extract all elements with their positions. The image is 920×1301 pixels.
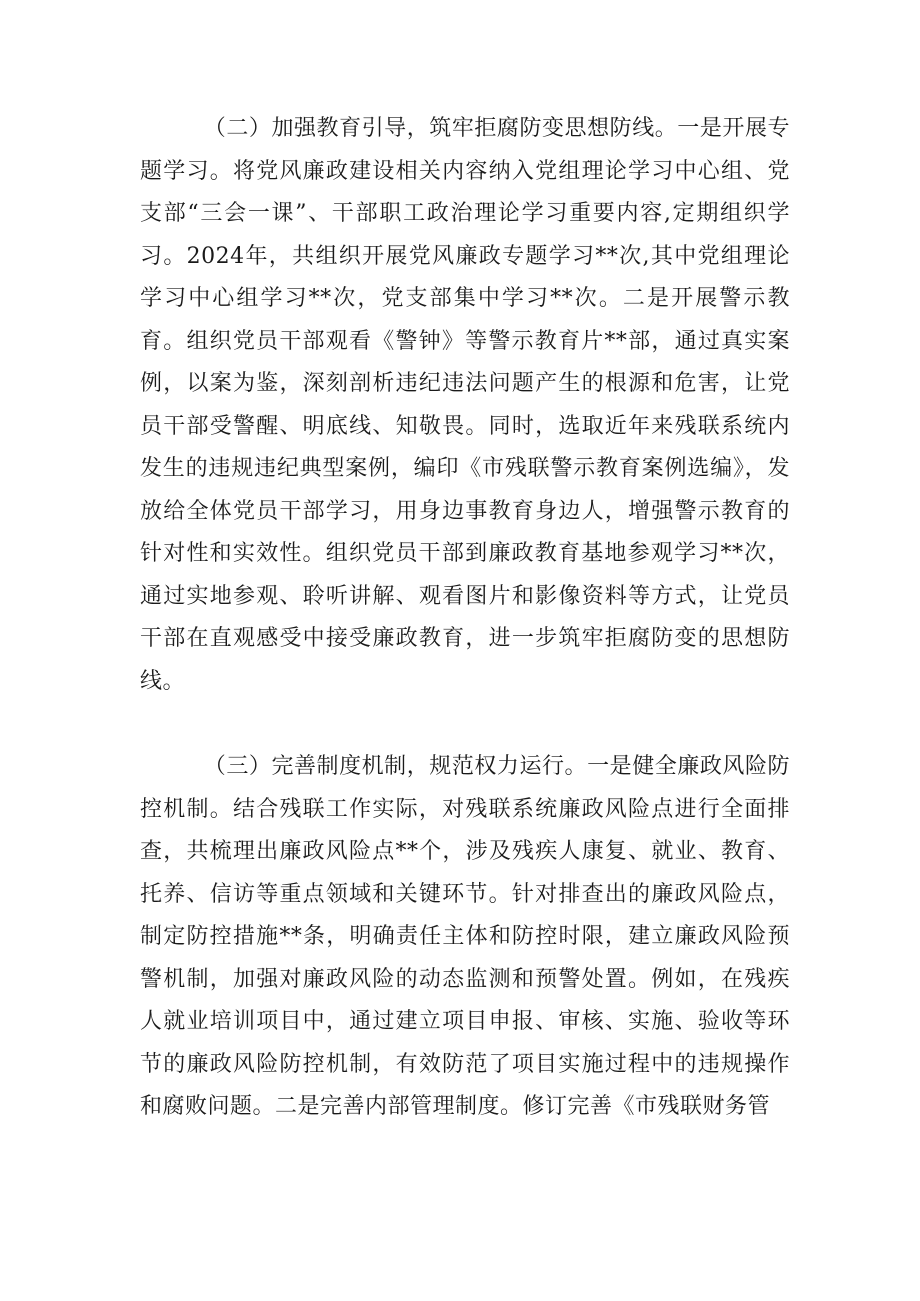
paragraph-education-guidance: （二）加强教育引导，筑牢拒腐防变思想防线。一是开展专题学习。将党风廉政建设相关内容纳入党组理论学习中心组、党支部“三会一课”、干部职工政治理论学习重要内容,定期组织学习。2024年，共组织开展党风廉政专题学习**次,其中党组理论学习中心组学习**次，党支部集中学习**次。二是开展警示教育。组织党员干部观看《警钟》等警示教育片**部，通过真实案例，以案为鉴，深刻剖析违纪违法问题产生的根源和危害，让党员干部受警醒、明底线、知敬畏。同时，选取近年来残联系统内发生的违规违纪典型案例，编印《市残联警示教育案例选编》，发放给全体党员干部学习，用身边事教育身边人，增强警示教育的针对性和实效性。组织党员干部到廉政教育基地参观学习**次，通过实地参观、聆听讲解、观看图片和影像资料等方式，让党员干部在直观感受中接受廉政教育，进一步筑牢拒腐防变的思想防线。: [140, 116, 790, 694]
paragraph-institutional-mechanism: （三）完善制度机制，规范权力运行。一是健全廉政风险防控机制。结合残联工作实际，对残联系统廉政风险点进行全面排查，共梳理出廉政风险点**个，涉及残疾人康复、就业、教育、托养、信访等重点领域和关键环节。针对排查出的廉政风险点，制定防控措施**条，明确责任主体和防控时限，建立廉政风险预警机制，加强对廉政风险的动态监测和预警处置。例如，在残疾人就业培训项目中，通过建立项目申报、审核、实施、验收等环节的廉政风险防控机制，有效防范了项目实施过程中的违规操作和腐败问题。二是完善内部管理制度。修订完善《市残联财务管: [140, 754, 790, 1119]
